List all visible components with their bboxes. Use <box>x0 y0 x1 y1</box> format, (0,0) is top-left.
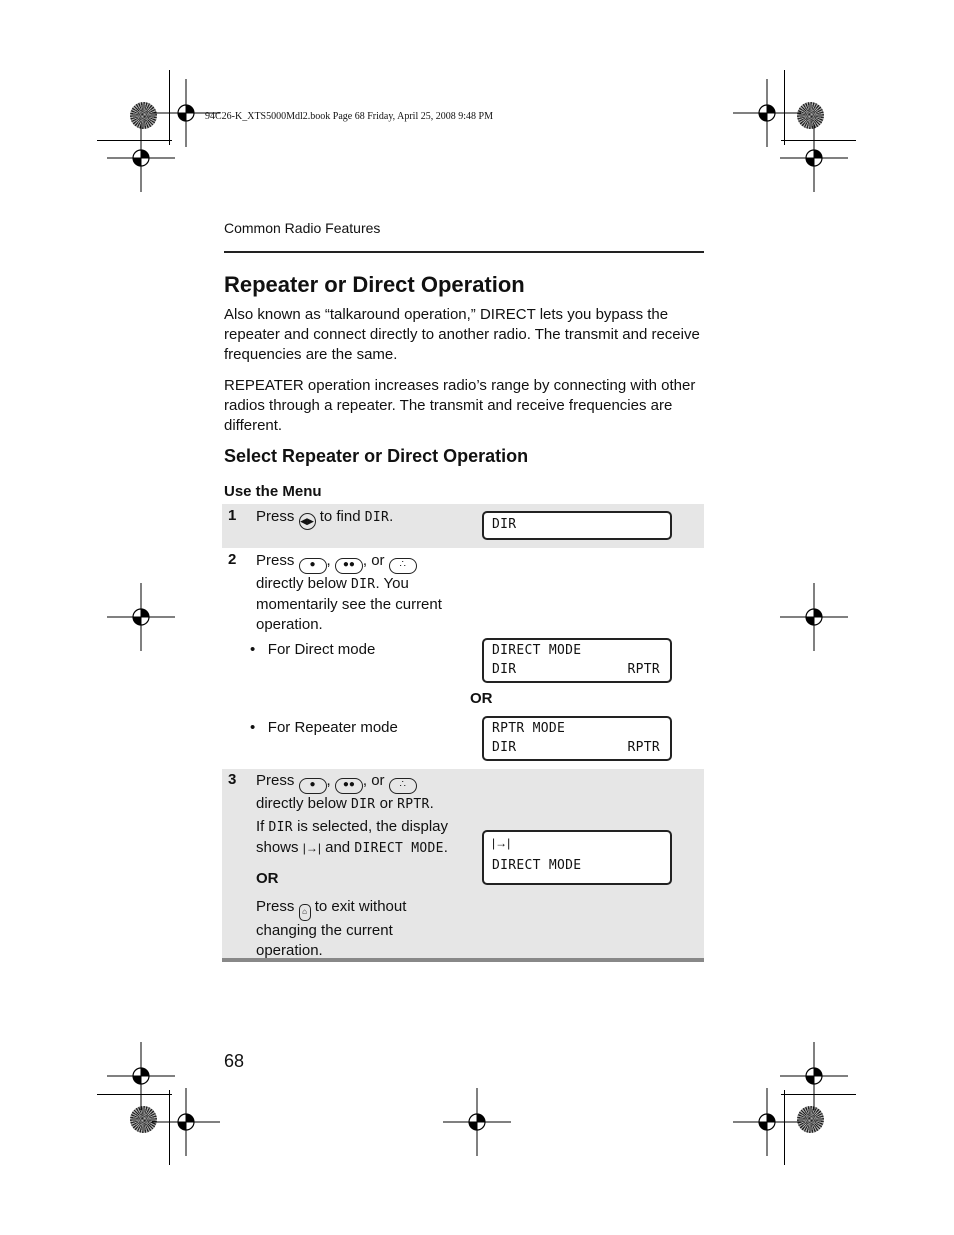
step-1-text: Press ◀▶ to find DIR. <box>256 507 476 530</box>
or-label: OR <box>470 690 493 707</box>
page-number: 68 <box>224 1051 245 1071</box>
menu-select-button-1-icon: ● <box>299 558 327 574</box>
step-3-or: OR <box>256 870 279 887</box>
menu-select-button-3-icon: ∴ <box>389 778 417 794</box>
section-label: Use the Menu <box>224 483 322 500</box>
file-info: 94C26-K_XTS5000Mdl2.book Page 68 Friday, April 25, 2008 9:48 PM <box>205 111 493 122</box>
step-2-text: Press ● , ●● , or ∴ directly below DIR. You momentarily see the current operation. <box>256 552 442 633</box>
menu-select-button-2-icon: ●● <box>335 558 363 574</box>
page-title: Repeater or Direct Operation <box>224 272 525 297</box>
direct-mode-icon: |→| <box>492 836 511 850</box>
intro-paragraph-1: Also known as “talkaround operation,” DIRECT lets you bypass the repeater and connect directly to another radio. The transmit and receive frequencies are the same. <box>224 306 700 363</box>
header-rule <box>224 251 704 253</box>
radio-display-result: |→| DIRECT MODE <box>482 830 672 885</box>
step-3-exit-text: Press ⌂ to exit without changing the current operation. <box>256 898 407 959</box>
radio-display-repeater: RPTR MODE DIR RPTR <box>482 716 672 761</box>
step-number: 3 <box>228 771 237 788</box>
intro-paragraph-2: REPEATER operation increases radio’s range by connecting with other radios through a repeater. The transmit and receive frequencies are different. <box>224 377 696 434</box>
menu-select-button-3-icon: ∴ <box>389 558 417 574</box>
step-number: 2 <box>228 551 237 568</box>
menu-select-button-1-icon: ● <box>299 778 327 794</box>
running-head: Common Radio Features <box>224 220 381 236</box>
section-title: Select Repeater or Direct Operation <box>224 446 529 466</box>
bullet-direct: • For Direct mode <box>250 641 376 658</box>
direct-mode-icon: |→| <box>302 841 321 855</box>
step-number: 1 <box>228 507 237 524</box>
radio-display: DIR <box>482 511 672 540</box>
navigation-button-icon: ◀▶ <box>299 513 316 530</box>
menu-select-button-2-icon: ●● <box>335 778 363 794</box>
home-button-icon: ⌂ <box>299 904 311 921</box>
step-3-if-text: If DIR is selected, the display shows |→| and DIRECT MODE. <box>256 818 448 856</box>
radio-display-direct: DIRECT MODE DIR RPTR <box>482 638 672 683</box>
step-3-text: Press ● , ●● , or ∴ directly below DIR or RPTR. <box>256 772 434 812</box>
bullet-repeater: • For Repeater mode <box>250 719 398 736</box>
